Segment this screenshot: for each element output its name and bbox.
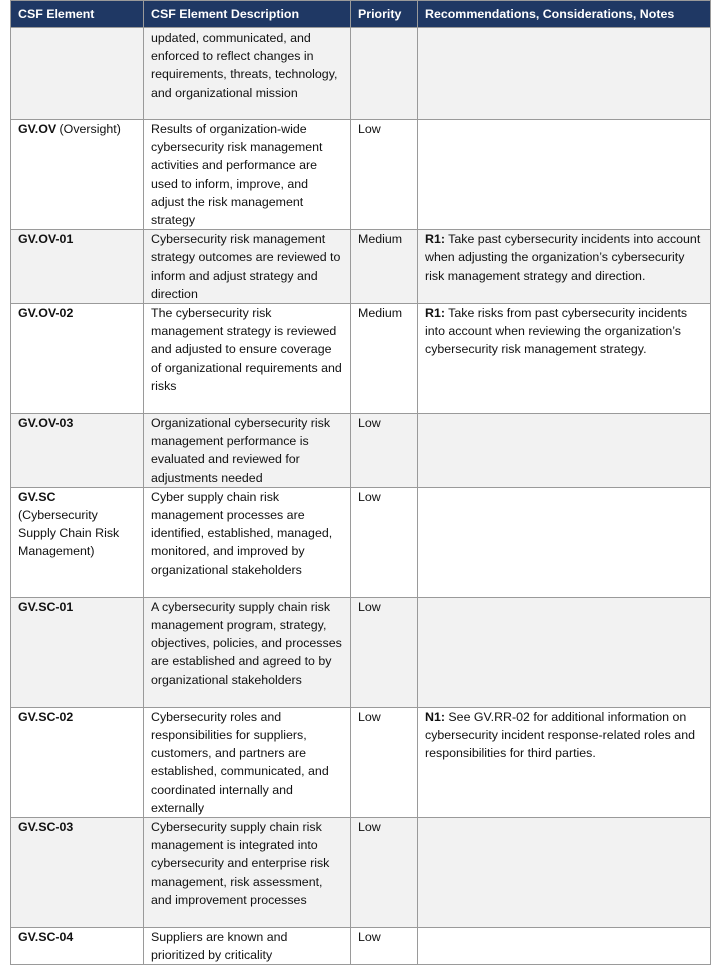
csf-element-cell xyxy=(11,120,144,230)
description-cell: The cybersecurity risk management strategy is reviewed and adjusted to ensure coverage of organizational requirements and risks xyxy=(144,304,351,414)
csf-element-id: GV.OV-03 xyxy=(18,416,74,431)
csf-element-cell xyxy=(11,304,144,414)
header-recommendations: Recommendations, Considerations, Notes xyxy=(418,1,711,28)
priority-cell: Low xyxy=(351,818,418,928)
priority-cell: Low xyxy=(351,487,418,597)
table-row xyxy=(11,414,711,488)
notes-cell xyxy=(418,818,711,928)
priority-cell: Medium xyxy=(351,304,418,414)
table-row xyxy=(11,597,711,707)
notes-cell xyxy=(418,414,711,488)
priority-cell: Low xyxy=(351,414,418,488)
description-cell: A cybersecurity supply chain risk management program, strategy, objectives, policies, and processes are established and agreed to by organizational stakeholders xyxy=(144,597,351,707)
priority-cell: Low xyxy=(351,120,418,230)
header-csf-element-description: CSF Element Description xyxy=(144,1,351,28)
table-row xyxy=(11,487,711,597)
notes-cell xyxy=(418,928,711,965)
csf-element-subtitle: (Oversight) xyxy=(56,122,121,136)
csf-element-id: GV.SC-04 xyxy=(18,930,74,945)
note-text: See GV.RR-02 for additional information on cybersecurity incident response-related roles and responsibilities for third parties. xyxy=(425,709,695,761)
description-cell: Cyber supply chain risk management processes are identified, established, managed, monitored, and improved by organizational stakeholders xyxy=(144,487,351,597)
csf-element-cell xyxy=(11,928,144,965)
csf-element-cell xyxy=(11,28,144,120)
description-cell: Suppliers are known and prioritized by criticality xyxy=(144,928,351,965)
table-row xyxy=(11,120,711,230)
note-text: Take past cybersecurity incidents into account when adjusting the organization’s cybersecurity risk management strategy and direction. xyxy=(425,232,701,283)
table-row xyxy=(11,707,711,817)
csf-element-id: GV.OV-01 xyxy=(18,232,74,247)
note-label: R1: xyxy=(425,232,445,247)
header-csf-element: CSF Element xyxy=(11,1,144,28)
priority-cell: Low xyxy=(351,597,418,707)
csf-element-id: GV.SC-02 xyxy=(18,709,74,724)
csf-element-cell xyxy=(11,707,144,817)
csf-table xyxy=(10,0,711,965)
table-row xyxy=(11,28,711,120)
notes-cell xyxy=(418,28,711,120)
description-cell: Cybersecurity supply chain risk management is integrated into cybersecurity and enterprise risk management, risk assessment, and improvement processes xyxy=(144,818,351,928)
csf-element-cell xyxy=(11,414,144,488)
priority-cell: Low xyxy=(351,928,418,965)
priority-cell: Low xyxy=(351,707,418,817)
csf-element-id: GV.SC-03 xyxy=(18,820,74,835)
notes-cell xyxy=(418,487,711,597)
table-row xyxy=(11,928,711,965)
description-cell: Results of organization-wide cybersecurity risk management activities and performance are used to inform, improve, and adjust the risk management strategy xyxy=(144,120,351,230)
csf-element-cell xyxy=(11,597,144,707)
notes-cell xyxy=(418,707,711,817)
csf-element-cell xyxy=(11,487,144,597)
header-priority: Priority xyxy=(351,1,418,28)
csf-element-cell xyxy=(11,230,144,304)
priority-cell: Medium xyxy=(351,230,418,304)
description-cell: Cybersecurity roles and responsibilities for suppliers, customers, and partners are established, communicated, and coordinated internally and externally xyxy=(144,707,351,817)
table-row xyxy=(11,304,711,414)
description-cell: Cybersecurity risk management strategy outcomes are reviewed to inform and adjust strategy and direction xyxy=(144,230,351,304)
description-cell: Organizational cybersecurity risk management performance is evaluated and reviewed for adjustments needed xyxy=(144,414,351,488)
table-header-row xyxy=(11,1,711,28)
note-text: Take risks from past cybersecurity incidents into account when reviewing the organization’s cybersecurity risk management strategy. xyxy=(425,306,688,357)
csf-element-cell xyxy=(11,818,144,928)
notes-cell xyxy=(418,120,711,230)
table-row xyxy=(11,230,711,304)
csf-element-id: GV.SC xyxy=(18,489,56,504)
csf-element-id: GV.OV-02 xyxy=(18,306,74,321)
csf-element-id: GV.OV xyxy=(18,122,57,136)
document-page xyxy=(10,0,710,965)
notes-cell xyxy=(418,597,711,707)
table-row xyxy=(11,818,711,928)
notes-cell xyxy=(418,230,711,304)
csf-element-subtitle: (Cybersecurity Supply Chain Risk Management) xyxy=(18,508,120,559)
priority-cell xyxy=(351,28,418,120)
csf-element-id: GV.SC-01 xyxy=(18,599,74,614)
notes-cell xyxy=(418,304,711,414)
note-label: N1: xyxy=(425,709,445,724)
description-cell: updated, communicated, and enforced to reflect changes in requirements, threats, technology, and organizational mission xyxy=(144,28,351,120)
note-label: R1: xyxy=(425,306,445,321)
